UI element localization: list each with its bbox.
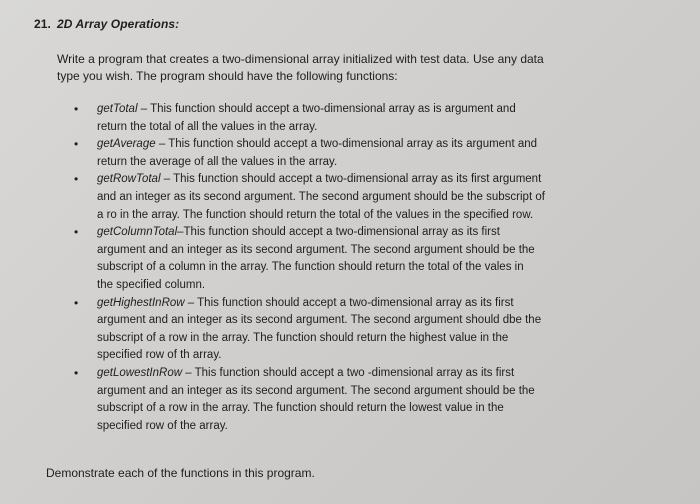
bullet-icon: • xyxy=(74,172,79,187)
function-description-line xyxy=(97,171,637,189)
function-description-text: – This function should accept a two-dimensional array as its first argument xyxy=(160,173,542,186)
intro-line: Write a program that creates a two-dimensional array initialized with test data. Use any data xyxy=(57,52,544,66)
function-list-item xyxy=(57,101,637,136)
function-description-line xyxy=(97,295,637,313)
function-list-item xyxy=(57,224,637,294)
bullet-icon: • xyxy=(74,225,79,240)
bullet-icon: • xyxy=(74,365,79,380)
function-list-item xyxy=(57,171,637,224)
function-description-text: – This function should accept a two-dimensional array as its first xyxy=(184,296,514,309)
function-description-text: – This function should accept a two-dimensional array as is argument and xyxy=(137,103,516,115)
function-description-text: –This function should accept a two-dimensional array as its first xyxy=(177,226,500,239)
section-number: 21. xyxy=(34,17,51,31)
function-list-item xyxy=(57,136,637,171)
function-list-item xyxy=(57,295,637,365)
function-description-line: subscript of a column in the array. The function should return the total of the vales in xyxy=(97,261,524,274)
function-description-line: argument and an integer as its second argument. The second argument should dbe the xyxy=(97,314,542,327)
function-description-line xyxy=(97,224,637,242)
function-description-line: the specified column. xyxy=(97,278,206,291)
function-name: getRowTotal xyxy=(97,173,161,186)
function-name: getLowestInRow xyxy=(97,366,183,379)
function-description-line: argument and an integer as its second argument. The second argument should be the xyxy=(97,243,535,256)
function-description-line: and an integer as its second argument. The second argument should be the subscript of xyxy=(97,190,545,203)
function-description-line xyxy=(97,365,637,383)
function-description-line xyxy=(97,101,637,119)
function-description-line: a ro in the array. The function should return the total of the values in the specified row. xyxy=(97,208,534,221)
function-description-line: subscript of a row in the array. The function should return the lowest value in the xyxy=(97,402,504,415)
section-title-text: 2D Array Operations: xyxy=(56,17,180,31)
function-list-item xyxy=(57,365,637,435)
closing-instruction: Demonstrate each of the functions in this program. xyxy=(46,466,315,480)
bullet-icon: • xyxy=(74,295,79,310)
intro-paragraph xyxy=(57,51,617,85)
function-description-line: argument and an integer as its second argument. The second argument should be the xyxy=(97,384,535,397)
bullet-icon: • xyxy=(74,137,79,152)
function-description-line: subscript of a row in the array. The function should return the highest value in the xyxy=(97,331,509,344)
function-name: getTotal xyxy=(97,103,138,115)
function-list xyxy=(57,101,637,435)
function-name: getColumnTotal xyxy=(97,226,178,239)
function-description-text: – This function should accept a two -dimensional array as its first xyxy=(182,366,515,379)
function-description-line: specified row of th array. xyxy=(97,349,222,362)
intro-line: type you wish. The program should have the following functions: xyxy=(57,69,398,83)
function-description-line: specified row of the array. xyxy=(97,419,228,432)
section-title xyxy=(34,17,179,31)
function-description-line: return the average of all the values in the array. xyxy=(97,155,338,168)
function-description-text: – This function should accept a two-dimensional array as its argument and xyxy=(155,138,538,151)
function-name: getAverage xyxy=(97,138,156,151)
function-description-line: return the total of all the values in the array. xyxy=(97,120,318,133)
function-name: getHighestInRow xyxy=(97,296,185,309)
bullet-icon: • xyxy=(74,102,79,116)
function-description-line xyxy=(97,136,637,154)
